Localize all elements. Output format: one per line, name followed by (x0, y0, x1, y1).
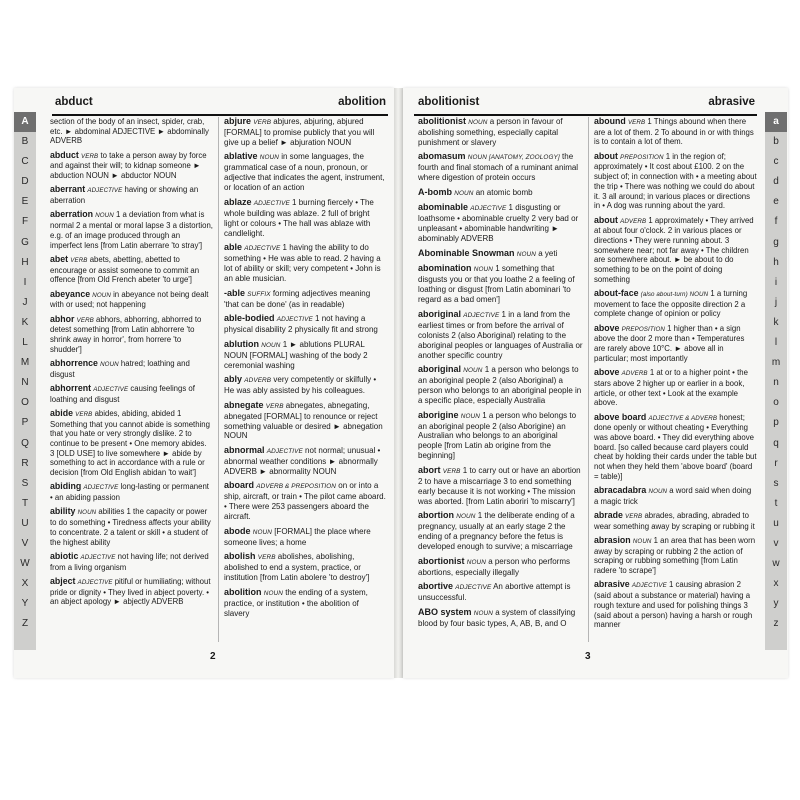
headword: abrade (594, 510, 623, 521)
left-page-column-1 (50, 117, 213, 612)
headword: ablution (224, 338, 259, 349)
part-of-speech: PREPOSITION (621, 325, 665, 333)
headword: abode (224, 525, 251, 536)
headword: abet (50, 253, 69, 264)
thumb-tab-p: p (773, 417, 779, 429)
dictionary-entry (418, 249, 583, 260)
thumb-tab-x: x (773, 578, 779, 590)
part-of-speech: ADJECTIVE (87, 187, 123, 195)
thumb-tab-b: B (21, 136, 29, 148)
part-of-speech: ADJECTIVE (266, 448, 303, 456)
part-of-speech: NOUN [ANATOMY, ZOOLOGY] (467, 154, 560, 162)
headword: abnegate (224, 399, 264, 410)
thumb-tab-n: N (21, 377, 29, 389)
definition-text: to take a person away by force and against their will; to kidnap someone ► abduction NOUN ► abductor NOUN (50, 150, 207, 181)
part-of-speech: VERB (75, 410, 93, 418)
thumb-tab-w: W (20, 558, 30, 570)
dictionary-entry (224, 481, 386, 522)
thumb-tab-o: O (21, 397, 29, 409)
left-page-number: 2 (210, 651, 216, 662)
thumb-tab-l: l (774, 337, 778, 349)
thumb-tab-f: f (774, 216, 778, 228)
thumb-tab-r: r (774, 457, 778, 469)
thumb-tab-m: M (20, 357, 30, 369)
thumb-tab-c: C (21, 156, 29, 168)
part-of-speech: ADJECTIVE (244, 245, 281, 253)
dictionary-entry (50, 255, 213, 285)
headword: abort (418, 464, 441, 475)
definition-text: a system of classifying blood by four basic types, A, AB, B, and O (418, 607, 576, 628)
headword: abound (594, 116, 626, 126)
headword: abolitionist (418, 116, 466, 126)
definition-text: the fourth and final stomach of a ruminant animal where digestion of protein occurs (418, 152, 579, 183)
thumb-tab-t: t (774, 497, 778, 509)
part-of-speech: ADJECTIVE (80, 553, 116, 561)
headword: abolish (224, 551, 256, 562)
dictionary-entry (418, 557, 583, 578)
part-of-speech: VERB (76, 316, 94, 324)
definition-text: abrades, abrading, abraded to wear something away by scraping or rubbing it (594, 511, 755, 531)
thumb-tab-y: y (773, 598, 779, 610)
definition-text: abjures, abjuring, abjured [FORMAL] to promise publicly that you will give up a belief ► abjuration NOUN (224, 117, 375, 147)
left-header-rule (52, 114, 388, 116)
part-of-speech: ADJECTIVE (455, 584, 492, 592)
headword: abeyance (50, 288, 91, 299)
thumb-tab-g: g (773, 236, 779, 248)
headword: about-face (594, 288, 639, 299)
definition-text: abolishes, abolishing, abolished to end a system, practice, or institution [from Latin abolere 'to destroy'] (224, 552, 370, 583)
left-column-divider (218, 117, 219, 642)
thumb-tab-u: u (773, 517, 779, 529)
dictionary-entry (224, 401, 386, 442)
part-of-speech: ADVERB & PREPOSITION (256, 483, 337, 491)
dictionary-entry (224, 243, 386, 284)
headword: abnormal (224, 445, 265, 456)
dictionary-entry (224, 314, 386, 335)
definition-text: 1 at or to a higher point • the stars above 2 higher up or earlier in a book, article, or other text • Look at the example above. (594, 368, 748, 408)
dictionary-entry (594, 289, 757, 319)
left-page-column-2 (224, 117, 386, 623)
headword: A-bomb (418, 186, 452, 197)
definition-text: 1 higher than • a sign above the door 2 more than • Temperatures are rarely above 10°C. ► above all in particular; most importantly (594, 323, 745, 363)
dictionary-entry (50, 552, 213, 572)
dictionary-entry (418, 511, 583, 552)
dictionary-entry (224, 198, 386, 239)
part-of-speech: (also about-turn) NOUN (640, 291, 709, 299)
dictionary-entry (418, 203, 583, 244)
headword: about (594, 214, 618, 225)
thumb-tab-q: Q (21, 437, 29, 449)
dictionary-entry (594, 324, 757, 364)
headword: -able (224, 287, 246, 298)
headword: able-bodied (224, 313, 275, 324)
headword: ablative (224, 151, 258, 162)
definition-text: hatred; loathing and disgust (50, 358, 190, 379)
headword: ability (50, 506, 76, 517)
definition-text: An abortive attempt is unsuccessful. (418, 582, 571, 603)
part-of-speech: ADJECTIVE (276, 316, 313, 324)
thumb-tab-l: L (22, 337, 28, 349)
right-page-number: 3 (585, 651, 591, 662)
left-guide-word-first: abduct (55, 96, 93, 108)
right-guide-word-last: abrasive (708, 96, 755, 108)
definition-text: a person in favour of abolishing something, especially capital punishment or slavery (418, 117, 563, 147)
headword: aboriginal (418, 308, 462, 319)
part-of-speech: NOUN (473, 609, 493, 617)
definition-text: abets, abetting, abetted to encourage or assist someone to commit an offence [from Old French abeter 'to urge'] (50, 254, 200, 285)
headword: Abominable Snowman (418, 247, 515, 258)
part-of-speech: NOUN (95, 212, 114, 220)
part-of-speech: ADVERB (620, 217, 647, 225)
dictionary-entry (418, 365, 583, 406)
headword: aboriginal (418, 364, 462, 375)
thumb-tab-h: h (773, 256, 779, 268)
part-of-speech: NOUN (460, 412, 480, 420)
part-of-speech: VERB (70, 256, 88, 264)
dictionary-entry (594, 536, 757, 576)
definition-text: abilities 1 the capacity or power to do something • Tiredness affects your ability to concentrate. 2 a talent or skill • a student of the highest ability (50, 507, 211, 547)
dictionary-entry (224, 552, 386, 583)
dictionary-entry (50, 185, 213, 205)
thumb-tab-p: P (21, 417, 29, 429)
headword: about (594, 150, 618, 161)
thumb-tab-h: H (21, 256, 29, 268)
thumb-index-right (765, 112, 787, 650)
thumb-tab-w: w (772, 558, 780, 570)
thumb-tab-k: K (21, 316, 29, 328)
part-of-speech: ADJECTIVE (470, 205, 507, 213)
part-of-speech: VERB (625, 513, 643, 521)
dictionary-entry (224, 117, 386, 148)
thumb-tab-z: Z (21, 618, 29, 630)
dictionary-entry (418, 582, 583, 603)
dictionary-entry (50, 359, 213, 379)
dictionary-entry (50, 117, 213, 146)
definition-text: 1 burning fiercely • The whole building was ablaze. 2 full of bright light or colours • The hall was ablaze with candlelight. (224, 197, 374, 238)
headword: abominable (418, 202, 469, 213)
dictionary-entry (594, 511, 757, 531)
dictionary-entry (418, 608, 583, 629)
part-of-speech: VERB (253, 119, 272, 126)
part-of-speech: PREPOSITION (620, 153, 664, 161)
definition-text: a word said when doing a magic trick (594, 486, 752, 506)
definition-text: 1 a person who belongs to an aboriginal people 2 (also Aborigine) an Australian who belongs to an aboriginal people [from Latin ab origine from the beginning] (418, 410, 577, 461)
definition-text: 1 to carry out or have an abortion 2 to have a miscarriage 3 to end something early because it is not working • The mission was aborted. [from Latin aboriri 'to miscarry'] (418, 465, 581, 506)
thumb-tab-y: Y (21, 598, 29, 610)
headword: above (594, 322, 620, 333)
headword: abrasion (594, 535, 631, 546)
headword: above board (594, 411, 647, 422)
definition-text: 1 something that disgusts you or that you loathe 2 a feeling of loathing or disgust [from Latin abominari 'to regard as a bad omen'] (418, 264, 575, 305)
definition-text: not having life; not derived from a living organism (50, 551, 209, 572)
part-of-speech: ADJECTIVE (631, 582, 667, 590)
right-page-column-2 (594, 117, 757, 635)
headword: aboard (224, 480, 255, 491)
dictionary-entry (418, 310, 583, 361)
headword: able (224, 242, 243, 253)
thumb-tab-m: m (771, 357, 781, 369)
part-of-speech: NOUN (100, 360, 119, 368)
definition-text: honest; done openly or without cheating • Everything was above board. • They did everything above board. [so called because card players could cheat by holding their cards under the table but not when they held them 'above board' (board = table)] (594, 412, 757, 481)
thumb-tab-d: D (21, 176, 29, 188)
definition-text: 1 in the region of; approximately • It cost about £100. 2 on the subject of; in connection with • a meeting about the trip • There was nothing we could do about it. 3 all around; in various places or directions in • A dog was running about the yard. (594, 151, 757, 211)
definition-text: 1 disgusting or loathsome • abominable cruelty 2 very bad or unpleasant • abominable handwriting ► abominably ADVERB (418, 203, 579, 244)
definition-text: a person who performs abortions, especially illegally (418, 556, 571, 577)
dictionary-entry (224, 527, 386, 548)
definition-text: an atomic bomb (475, 187, 533, 197)
thumb-tab-a: a (765, 112, 787, 132)
left-guide-word-last: abolition (338, 96, 386, 108)
headword: abiotic (50, 550, 79, 561)
part-of-speech: NOUN (92, 291, 111, 299)
definition-text: having or showing an aberration (50, 185, 199, 206)
dictionary-entry (594, 216, 757, 285)
dictionary-entry (418, 264, 583, 305)
headword: abhor (50, 313, 75, 324)
headword: ABO system (418, 606, 472, 617)
part-of-speech: VERB (265, 402, 284, 410)
part-of-speech: NOUN (259, 154, 279, 162)
definition-text: 1 the deliberate ending of a pregnancy, usually at an early stage 2 the ending of a pregnancy before the fetus is developed enough to survive; a miscarriage (418, 511, 575, 552)
definition-text: 1 an area that has been worn away by scraping or rubbing 2 the action of scraping or rubbing something [from Latin radere 'to scrape'] (594, 536, 756, 576)
part-of-speech: ADJECTIVE (253, 199, 290, 207)
dictionary-entry (224, 588, 386, 619)
thumb-tab-k: k (773, 316, 779, 328)
part-of-speech: VERB (81, 152, 99, 160)
thumb-tab-b: b (773, 136, 779, 148)
headword: aberrant (50, 184, 86, 195)
headword: abortion (418, 510, 454, 521)
part-of-speech: NOUN (466, 558, 486, 566)
dictionary-entry (594, 117, 757, 147)
thumb-tab-s: s (773, 477, 779, 489)
headword: abhorrence (50, 357, 98, 368)
dictionary-entry (50, 210, 213, 250)
part-of-speech: ADJECTIVE (463, 311, 500, 319)
part-of-speech: ADJECTIVE (83, 484, 119, 492)
headword: abolition (224, 586, 262, 597)
definition-text: 1 approximately • They arrived at about four o'clock. 2 in various places or directions • They were running about. 3 somewhere near; not far away • The children are somewhere about. ► be about to do something to be on the point of doing something (594, 215, 754, 284)
headword: abject (50, 575, 76, 586)
headword: abduct (50, 149, 79, 160)
thumb-tab-a: A (14, 112, 36, 132)
part-of-speech: NOUN (473, 266, 493, 274)
part-of-speech: VERB (627, 119, 646, 126)
definition-text: 1 causing abrasion 2 (said about a substance or material) having a rough texture and used for polishing things 3 (said about a person) having a harsh or rough manner (594, 580, 753, 630)
dictionary-entry (418, 188, 583, 199)
dictionary-entry (594, 486, 757, 506)
part-of-speech: NOUN (454, 189, 474, 197)
dictionary-entry (50, 409, 213, 478)
definition-text: in abeyance not being dealt with or used; not happening (50, 289, 209, 310)
thumb-index-left (14, 112, 36, 650)
thumb-tab-r: R (21, 457, 29, 469)
dictionary-entry (594, 152, 757, 211)
thumb-tab-c: c (773, 156, 779, 168)
dictionary-entry (418, 411, 583, 462)
dictionary-entry (224, 446, 386, 477)
part-of-speech: VERB (257, 554, 276, 562)
dictionary-entry (224, 340, 386, 371)
headword: aberration (50, 209, 94, 220)
thumb-tab-x: X (21, 578, 29, 590)
dictionary-entry (50, 290, 213, 310)
headword: aborigine (418, 409, 459, 420)
definition-text: [FORMAL] the place where someone lives; a home (224, 526, 371, 547)
right-page-column-1 (418, 117, 583, 633)
part-of-speech: NOUN (252, 528, 272, 536)
right-guide-word-first: abolitionist (418, 96, 480, 108)
headword: abomasum (418, 151, 466, 162)
headword: ably (224, 374, 243, 385)
thumb-tab-f: F (21, 216, 29, 228)
part-of-speech: ADJECTIVE (77, 578, 113, 586)
dictionary-entry (594, 413, 757, 482)
definition-text: 1 having the ability to do something • He was able to read. 2 having a lot of ability or skill; very competent • John is an able musician. (224, 243, 381, 284)
dictionary-entry (50, 315, 213, 355)
part-of-speech: ADJECTIVE (93, 385, 129, 393)
part-of-speech: NOUN (77, 509, 97, 517)
dictionary-entry (50, 482, 213, 502)
thumb-tab-j: J (22, 296, 28, 308)
headword: abiding (50, 481, 82, 492)
thumb-tab-o: o (773, 397, 779, 409)
headword: ablaze (224, 196, 252, 207)
headword: abortionist (418, 555, 465, 566)
thumb-tab-v: V (21, 537, 29, 549)
part-of-speech: ADJECTIVE & ADVERB (648, 414, 718, 422)
part-of-speech: VERB (442, 467, 461, 475)
definition-text: abnegates, abnegating, abnegated [FORMAL] to renounce or reject something valuable or desired ► abnegation NOUN (224, 400, 383, 441)
headword: abomination (418, 263, 472, 274)
headword: abortive (418, 581, 454, 592)
thumb-tab-z: z (773, 618, 779, 630)
thumb-tab-e: E (21, 196, 29, 208)
dictionary-entry (594, 580, 757, 630)
definition-text: 1 not having a physical disability 2 physically fit and strong (224, 314, 378, 335)
part-of-speech: ADVERB (621, 370, 648, 378)
definition-text: 1 in a land from the earliest times or from before the arrival of colonists 2 (also Aboriginal) relating to the aboriginal peoples or languages of Australia or another specific country (418, 309, 583, 360)
definition-text: very competently or skilfully • He was ably assisted by his colleagues. (224, 375, 377, 396)
dictionary-entry (594, 368, 757, 408)
right-column-divider (588, 117, 589, 642)
part-of-speech: NOUN (261, 341, 281, 349)
definition-text: section of the body of an insect, spider, crab, etc. ► abdominal ADJECTIVE ► abdominally ADVERB (50, 117, 209, 146)
part-of-speech: NOUN (463, 367, 483, 375)
definition-text: 1 ► ablutions PLURAL NOUN [FORMAL] washing of the body 2 ceremonial washing (224, 339, 368, 370)
part-of-speech: NOUN (456, 513, 476, 521)
dictionary-entry (224, 152, 386, 193)
dictionary-entry (50, 384, 213, 404)
definition-text: on or into a ship, aircraft, or train • The pilot came aboard. • There were 253 passengers aboard the aircraft. (224, 481, 386, 522)
thumb-tab-i: i (774, 276, 778, 288)
definition-text: the ending of a system, practice, or institution • the abolition of slavery (224, 587, 368, 618)
part-of-speech: NOUN (516, 250, 536, 258)
thumb-tab-t: T (21, 497, 29, 509)
part-of-speech: ADVERB (244, 377, 272, 385)
definition-text: 1 a turning movement to face the opposite direction 2 a complete change of opinion or policy (594, 289, 748, 319)
dictionary-entry (50, 507, 213, 547)
definition-text: in some languages, the grammatical case of a noun, pronoun, or adjective that indicates the agent, instrument, or location of an action (224, 152, 385, 193)
definition-text: abhors, abhorring, abhorred to detest something [from Latin abhorrere 'to shrink away in horror', from horrere 'to shudder'] (50, 314, 202, 354)
part-of-speech: NOUN (648, 488, 668, 496)
thumb-tab-q: q (773, 437, 779, 449)
dictionary-entry (224, 289, 386, 310)
headword: abhorrent (50, 382, 92, 393)
definition-text: 1 Things abound when there are a lot of them. 2 To abound in or with things is to contain a lot of them. (594, 117, 754, 147)
definition-text: not normal; unusual • abnormal weather conditions ► abnormally ADVERB ► abnormality NOUN (224, 446, 381, 476)
headword: abjure (224, 116, 252, 126)
part-of-speech: NOUN (632, 538, 652, 546)
part-of-speech: SUFFIX (247, 290, 271, 298)
thumb-tab-u: U (21, 517, 29, 529)
dictionary-entry (418, 117, 583, 148)
thumb-tab-d: d (773, 176, 779, 188)
thumb-tab-g: G (21, 236, 29, 248)
definition-text: 1 a deviation from what is normal 2 a mental or moral lapse 3 a distortion, e.g. of an image produced through an imperfect lens [from Latin aberrare 'to stray'] (50, 210, 213, 250)
dictionary-entry (50, 577, 213, 607)
thumb-tab-i: I (23, 276, 27, 288)
dictionary-entry (50, 151, 213, 181)
definition-text: a yeti (538, 248, 558, 258)
thumb-tab-s: S (21, 477, 29, 489)
headword: abide (50, 407, 73, 418)
definition-text: pitiful or humiliating; without pride or dignity • They lived in abject poverty. • an abject apology ► abjectly ADVERB (50, 576, 211, 607)
part-of-speech: NOUN (263, 589, 283, 597)
headword: abracadabra (594, 485, 647, 496)
dictionary-entry (224, 375, 386, 396)
definition-text: long-lasting or permanent • an abiding passion (50, 482, 209, 503)
headword: above (594, 367, 620, 378)
thumb-tab-e: e (773, 196, 779, 208)
definition-text: causing feelings of loathing and disgust (50, 383, 195, 404)
definition-text: forming adjectives meaning 'that can be done' (as in readable) (224, 288, 371, 309)
thumb-tab-n: n (773, 377, 779, 389)
part-of-speech: NOUN (468, 119, 488, 126)
definition-text: 1 a person who belongs to an aboriginal people 2 (also Aboriginal) a person who belongs to an aboriginal people in a specific place, especially Australia (418, 365, 582, 406)
headword: abrasive (594, 579, 630, 590)
thumb-tab-j: j (774, 296, 778, 308)
book-spine (394, 88, 403, 678)
definition-text: abides, abiding, abided 1 Something that you cannot abide is something that you hate or very strongly dislike. 2 to continue to be present • One memory abides. 3 [OLD USE] to live somewhere ► abide by something to act in accordance with a rule or decision [from Old English abidan 'to wait'] (50, 408, 210, 478)
thumb-tab-v: v (773, 537, 779, 549)
dictionary-entry (418, 466, 583, 507)
dictionary-entry (418, 152, 583, 183)
